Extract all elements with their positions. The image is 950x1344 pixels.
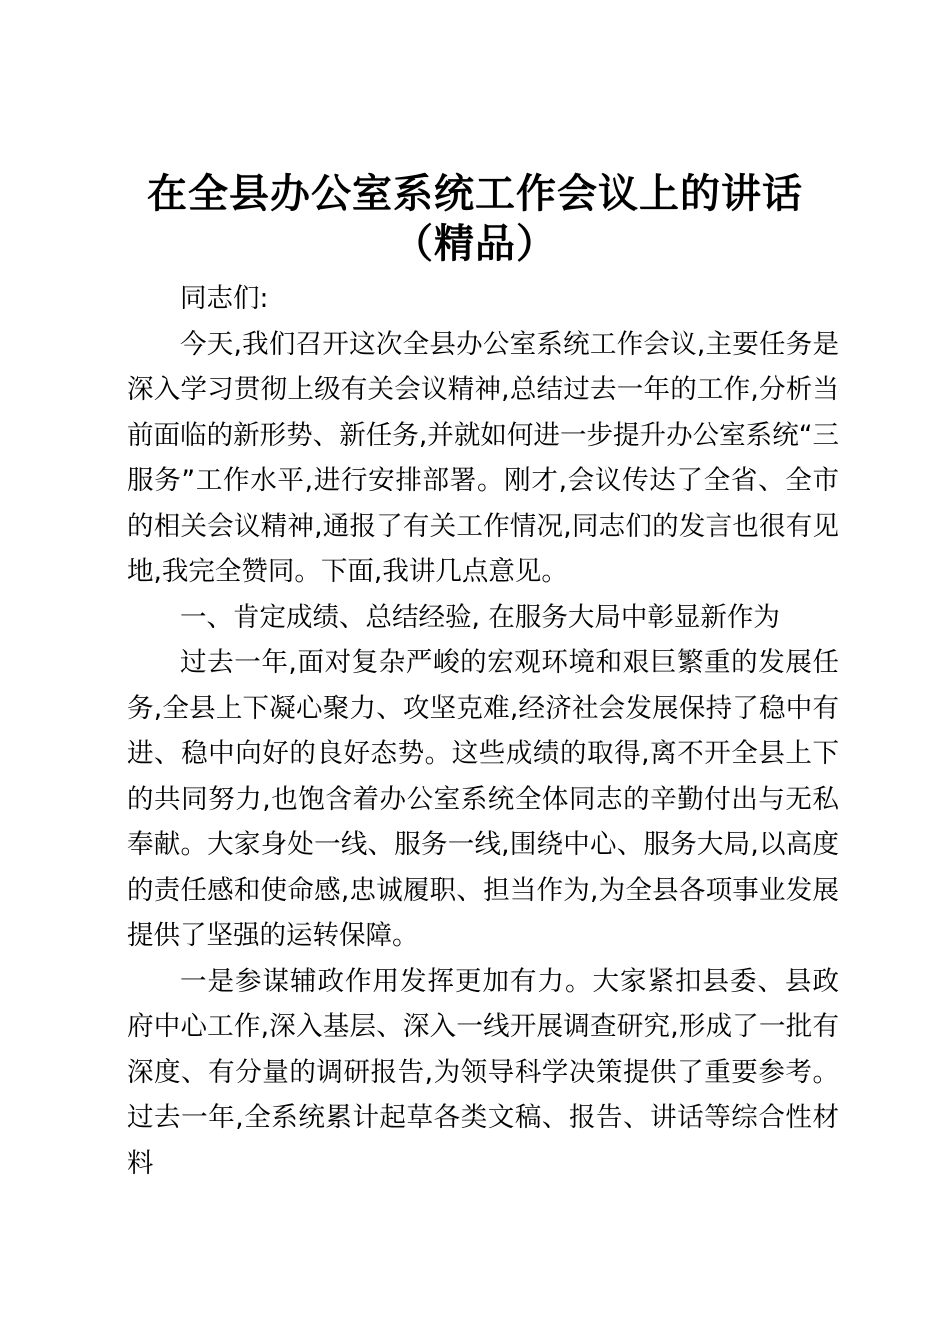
greeting: 同志们: xyxy=(180,283,269,314)
paragraph-point-1: 一是参谋辅政作用发挥更加有力。大家紧扣县委、县政府中心工作,深入基层、深入一线开展调查研究,形成了一批有深度、有分量的调研报告,为领导科学决策提供了重要参考。过去一年,全系统累计起草各类文稿、报告、讲话等综合性材料 xyxy=(127,965,839,1179)
document-body xyxy=(127,276,839,1186)
section-heading-1: 一、肯定成绩、总结经验, 在服务大局中彰显新作为 xyxy=(180,601,780,633)
paragraph-achievements: 过去一年,面对复杂严峻的宏观环境和艰巨繁重的发展任务,全县上下凝心聚力、攻坚克难,经济社会发展保持了稳中有进、稳中向好的良好态势。这些成绩的取得,离不开全县上下的共同努力,也饱含着办公室系统全体同志的辛勤付出与无私奉献。大家身处一线、服务一线,围绕中心、服务大局,以高度的责任感和使命感,忠诚履职、担当作为,为全县各项事业发展提供了坚强的运转保障。 xyxy=(127,647,839,951)
document-title-suffix: （精品） xyxy=(393,220,557,267)
document-title: 在全县办公室系统工作会议上的讲话 xyxy=(147,170,803,217)
paragraph-opening: 今天,我们召开这次全县办公室系统工作会议,主要任务是深入学习贯彻上级有关会议精神,总结过去一年的工作,分析当前面临的新形势、新任务,并就如何进一步提升办公室系统“三服务”工作水平,进行安排部署。刚才,会议传达了全省、全市的相关会议精神,通报了有关工作情况,同志们的发言也很有见地,我完全赞同。下面,我讲几点意见。 xyxy=(127,328,839,587)
